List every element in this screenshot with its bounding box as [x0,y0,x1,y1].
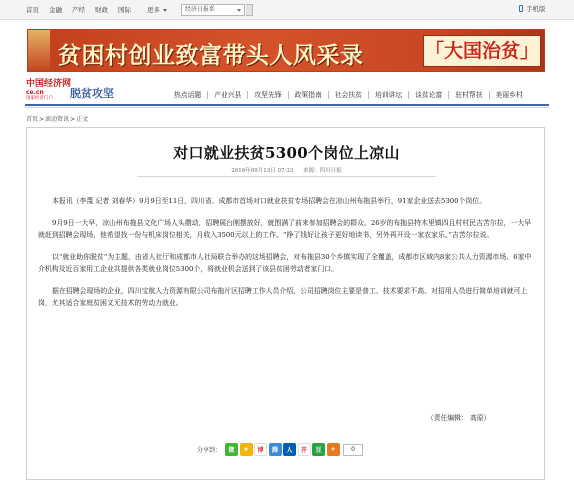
more-share-icon[interactable]: + [327,443,340,456]
nav-item-training[interactable]: 培训讲坛 [369,91,409,99]
nav-divider-thin [25,107,549,108]
promo-banner[interactable] [27,29,545,72]
phone-icon [519,5,523,12]
chevron-down-icon [237,9,241,12]
share-count: 0 [343,444,363,456]
logo-tagline: 国家经济门户 [26,96,53,101]
qzone-share-icon[interactable]: ★ [240,443,253,456]
kaixin-share-icon[interactable]: 开 [298,443,311,456]
nav-item-village-aid[interactable]: 驻村帮扶 [449,91,489,99]
douban-share-icon[interactable]: 豆 [312,443,325,456]
article-paragraph: 以“就业助你脱贫”为主题，由省人社厅和成都市人社局联合举办的这场招聘会，对布拖县30个乡镇实现了全覆盖，成都市区域内8家公共人力资源市场、6家中介机构及近百家用工企业共提供各类就业岗位5300个，将就业机会送到了该县贫困劳动者家门口。 [38,253,532,273]
article-paragraph: 本报讯（李蔑 记者 刘春华）9月9日至11日，四川省、成都市首场对口就业扶贫专场招聘会在凉山州布拖县举行，91家企业送去5300个岗位。 [52,197,487,205]
article-paragraph: 据在招聘会现场的企业，四川宝航人力资源有限公司布拖片区招聘工作人员介绍，公司招聘岗位主要是普工、技术要求不高、对招用人员进行简单培训就可上岗，尤其适合家庭贫困又无技术的劳动力就业。 [38,287,528,307]
weibo-share-icon[interactable]: 博 [254,443,267,456]
breadcrumb-home[interactable]: 首页 [26,116,39,123]
nav-divider [25,104,549,106]
article-body [38,195,535,319]
site-search-select[interactable] [181,4,245,16]
breadcrumb-news[interactable]: 滚动资讯 [45,116,70,123]
nav-item-pioneers[interactable]: 攻坚先锋 [248,91,288,99]
meta-divider [137,176,436,177]
logo-domain: ce.cn [26,89,44,96]
share-bar [197,443,363,456]
nav-item-discussion[interactable]: 谈贫论富 [409,91,449,99]
nav-item-hot-topics[interactable]: 热点话题 [168,91,208,99]
banner-title: 贫困村创业致富带头人风采录 [58,43,364,69]
more-label: 更多 [147,6,160,14]
top-utility-bar [0,0,574,20]
nav-item-social[interactable]: 社会扶贫 [329,91,369,99]
renren-share-icon[interactable]: 人 [283,443,296,456]
share-label: 分享到： [197,447,222,454]
article-container [26,127,545,480]
breadcrumb-current: 正文 [76,116,89,123]
top-nav-fiscal[interactable]: 财政 [95,6,108,14]
main-nav [168,91,529,99]
breadcrumb [26,114,88,123]
banner-badge: 「大国治贫」 [423,35,541,67]
section-title: 脱贫攻坚 [70,87,114,100]
breadcrumb-separator: > [39,116,45,123]
wechat-share-icon[interactable]: 微 [225,443,238,456]
site-logo[interactable] [26,79,72,104]
mobile-version-link[interactable] [519,4,546,13]
top-nav-home[interactable]: 首页 [26,6,39,14]
top-nav-industry[interactable]: 产经 [72,6,85,14]
more-dropdown[interactable] [147,5,167,14]
nav-item-policy[interactable]: 政策指南 [289,91,329,99]
article-meta [27,166,546,174]
mobile-version-label: 手机版 [526,5,546,13]
article-source: 来源：四川日报 [303,168,342,174]
site-search-select-value: 经济日报系 [185,6,216,13]
chevron-down-icon [163,9,167,12]
article-date: 2016年09月13日 07:33 [231,168,294,174]
top-nav-international[interactable]: 国际 [118,6,131,14]
tencent-weibo-share-icon[interactable]: 腾 [269,443,282,456]
nav-item-beautiful-village[interactable]: 美丽乡村 [495,91,523,99]
top-nav [26,5,141,14]
article-title: 对口就业扶贫5300个岗位上凉山 [173,144,400,162]
responsible-editor: （责任编辑： 高原） [427,414,491,422]
banner-decoration [28,30,50,72]
top-nav-finance[interactable]: 金融 [49,6,62,14]
breadcrumb-separator: > [70,116,76,123]
nav-item-industry[interactable]: 产业兴县 [208,91,248,99]
article-paragraph: 9月9日一大早，凉山州布拖县文化广场人头攒动，招聘展台刚摆放好，就围满了前来参加招聘会的群众。26岁的布拖县特木里镇四且村村民吉苦尔拉，一大早就赶到招聘会现场，他希望找一份与机床岗位相关，月收入3500元以上的工作。“挣了钱好让孩子更好地读书，另外再开设一家农家乐。”吉苦尔拉说。 [38,219,532,239]
search-button[interactable] [246,4,253,16]
logo-chinese: 中国经济网 [26,79,72,89]
